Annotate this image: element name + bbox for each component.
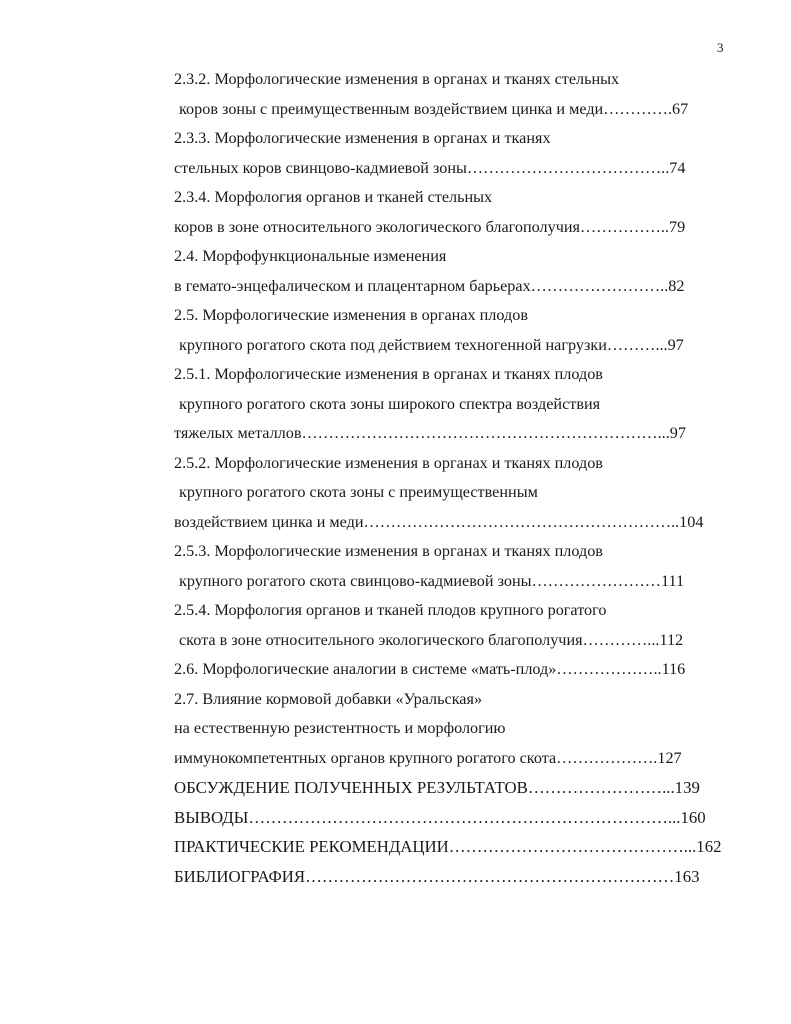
toc-line: БИБЛИОГРАФИЯ…………………………………………………………163 <box>174 866 700 886</box>
toc-line: скота в зоне относительного экологического благополучия…………...112 <box>179 630 684 649</box>
toc-line: 2.7. Влияние кормовой добавки «Уральская» <box>174 689 483 708</box>
toc-line: крупного рогатого скота свинцово-кадмиевой зоны……………………111 <box>179 571 685 590</box>
toc-line: 2.4. Морфофункциональные изменения <box>174 247 447 265</box>
toc-line: ПРАКТИЧЕСКИЕ РЕКОМЕНДАЦИИ……………………………………...162 <box>174 837 722 856</box>
toc-line: 2.5.1. Морфологические изменения в органах и тканях плодов <box>174 365 603 383</box>
toc-line: в гемато-энцефалическом и плацентарном барьерах……………………..82 <box>174 276 685 295</box>
table-of-contents <box>174 65 734 891</box>
toc-line: стельных коров свинцово-кадмиевой зоны………………………………..74 <box>174 158 686 177</box>
toc-line: 2.5. Морфологические изменения в органах плодов <box>174 306 528 324</box>
toc-line: коров в зоне относительного экологического благополучия……………..79 <box>174 217 686 236</box>
toc-line: 2.6. Морфологические аналогии в системе «мать-плод»………………..116 <box>174 660 686 678</box>
toc-line: крупного рогатого скота под действием техногенной нагрузки………...97 <box>179 335 684 354</box>
toc-line: коров зоны с преимущественным воздействием цинка и меди………….67 <box>179 99 689 118</box>
toc-line: воздействием цинка и меди…………………………………………………..104 <box>174 512 704 531</box>
toc-line: крупного рогатого скота зоны с преимущественным <box>179 483 538 501</box>
toc-line: 2.3.4. Морфология органов и тканей стельных <box>174 188 493 206</box>
toc-line: тяжелых металлов…………………………………………………………...97 <box>174 424 686 442</box>
toc-line: ОБСУЖДЕНИЕ ПОЛУЧЕННЫХ РЕЗУЛЬТАТОВ……………………...139 <box>174 778 700 797</box>
toc-line: ВЫВОДЫ…………………………………………………………………...160 <box>174 807 706 827</box>
toc-line: 2.3.3. Морфологические изменения в органах и тканях <box>174 129 551 147</box>
toc-line: 2.3.2. Морфологические изменения в органах и тканях стельных <box>174 70 620 88</box>
page-number: 3 <box>717 40 724 55</box>
toc-line: 2.5.2. Морфологические изменения в органах и тканях плодов <box>174 453 603 472</box>
toc-line: крупного рогатого скота зоны широкого спектра воздействия <box>179 394 601 413</box>
toc-line: иммунокомпетентных органов крупного рогатого скота……………….127 <box>174 748 682 767</box>
toc-line: 2.5.3. Морфологические изменения в органах и тканях плодов <box>174 542 603 560</box>
toc-line: 2.5.4. Морфология органов и тканей плодов крупного рогатого <box>174 601 607 619</box>
toc-line: на естественную резистентность и морфологию <box>174 719 506 737</box>
